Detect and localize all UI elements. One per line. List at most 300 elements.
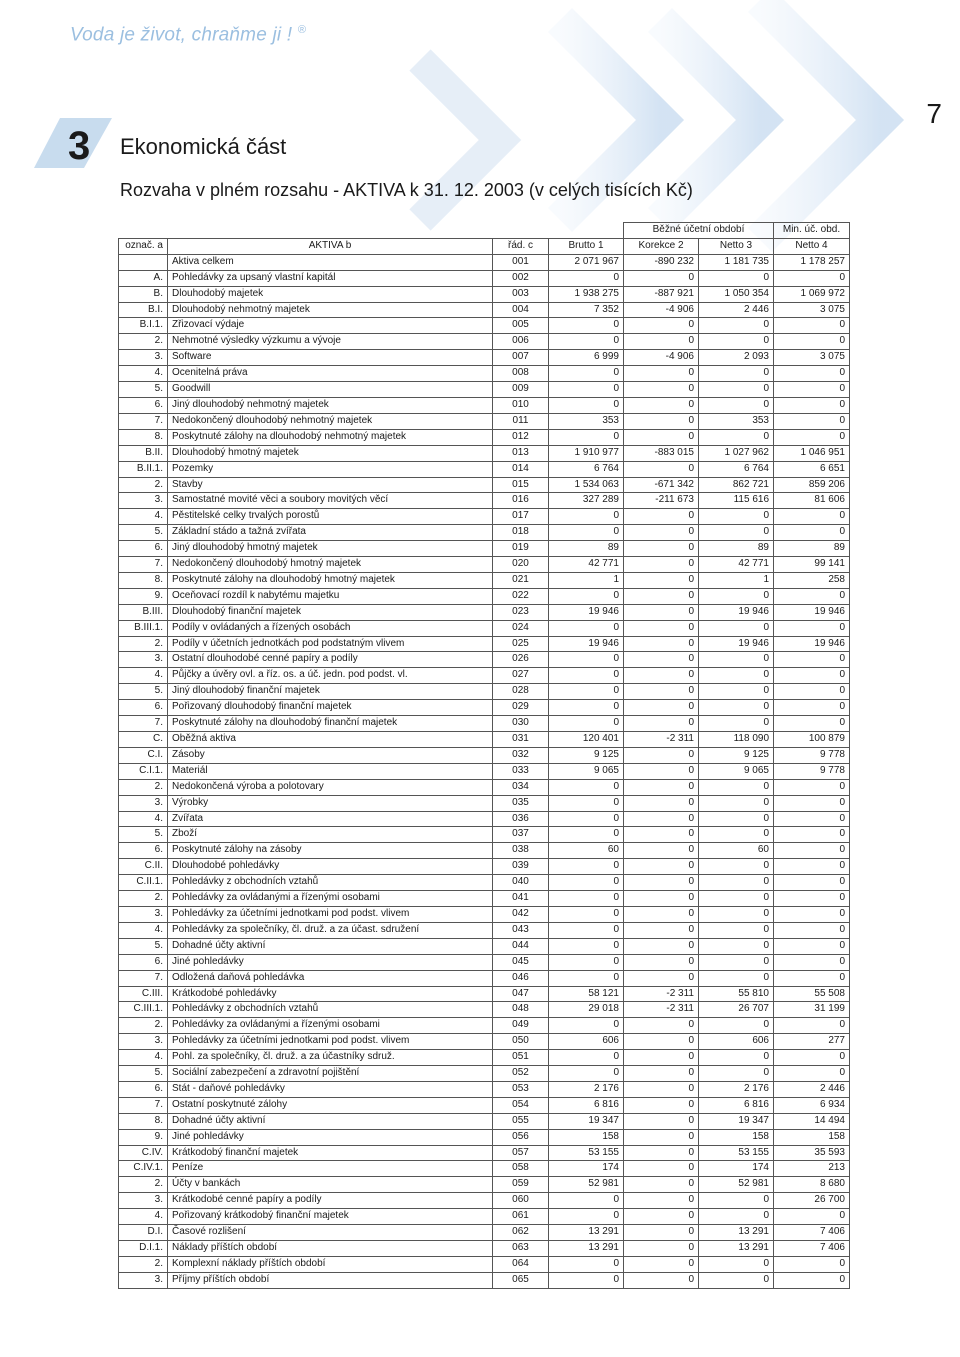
row-netto: 0 [699, 1209, 774, 1225]
table-row [119, 270, 850, 286]
row-netto-prev: 26 700 [774, 1193, 850, 1209]
row-netto-prev: 81 606 [774, 493, 850, 509]
row-name: Pěstitelské celky trvalých porostů [168, 509, 493, 525]
row-korekce: 0 [624, 557, 699, 573]
row-netto-prev: 0 [774, 334, 850, 350]
row-korekce: 0 [624, 779, 699, 795]
row-rad: 028 [493, 684, 549, 700]
row-brutto: 0 [549, 366, 624, 382]
row-korekce: 0 [624, 747, 699, 763]
row-brutto: 6 999 [549, 350, 624, 366]
row-korekce: 0 [624, 970, 699, 986]
row-brutto: 0 [549, 811, 624, 827]
row-korekce: 0 [624, 1241, 699, 1257]
row-name: Samostatné movité věci a soubory movitých věcí [168, 493, 493, 509]
row-oznac: 3. [119, 795, 168, 811]
row-brutto: 1 534 063 [549, 477, 624, 493]
row-netto-prev: 258 [774, 572, 850, 588]
row-korekce: 0 [624, 1193, 699, 1209]
table-row [119, 254, 850, 270]
row-rad: 015 [493, 477, 549, 493]
row-oznac: B. [119, 286, 168, 302]
row-rad: 065 [493, 1272, 549, 1288]
table-row [119, 429, 850, 445]
table-row [119, 334, 850, 350]
row-oznac: 4. [119, 1209, 168, 1225]
row-netto-prev: 55 508 [774, 986, 850, 1002]
row-netto: 6 816 [699, 1097, 774, 1113]
table-row [119, 652, 850, 668]
row-netto: 1 027 962 [699, 445, 774, 461]
table-row [119, 1193, 850, 1209]
row-name: Sociální zabezpečení a zdravotní pojištění [168, 1066, 493, 1082]
row-netto: 0 [699, 1272, 774, 1288]
row-korekce: 0 [624, 413, 699, 429]
header-netto-prev: Netto 4 [774, 238, 850, 254]
row-netto: 0 [699, 970, 774, 986]
row-rad: 027 [493, 668, 549, 684]
row-rad: 013 [493, 445, 549, 461]
row-netto-prev: 0 [774, 382, 850, 398]
row-rad: 044 [493, 938, 549, 954]
row-netto-prev: 0 [774, 891, 850, 907]
table-row [119, 366, 850, 382]
row-korekce: 0 [624, 1177, 699, 1193]
table-row [119, 1002, 850, 1018]
row-netto-prev: 0 [774, 668, 850, 684]
row-oznac: A. [119, 270, 168, 286]
row-netto-prev: 99 141 [774, 557, 850, 573]
table-row [119, 970, 850, 986]
row-rad: 016 [493, 493, 549, 509]
row-brutto: 29 018 [549, 1002, 624, 1018]
row-brutto: 0 [549, 382, 624, 398]
row-korekce: 0 [624, 509, 699, 525]
row-oznac: 7. [119, 716, 168, 732]
row-name: Pohledávky za upsaný vlastní kapitál [168, 270, 493, 286]
table-row [119, 716, 850, 732]
row-name: Oběžná aktiva [168, 732, 493, 748]
row-oznac: D.I.1. [119, 1241, 168, 1257]
row-name: Pohledávky z obchodních vztahů [168, 875, 493, 891]
row-name: Nedokončená výroba a polotovary [168, 779, 493, 795]
row-netto-prev: 31 199 [774, 1002, 850, 1018]
row-netto: 0 [699, 859, 774, 875]
row-korekce: 0 [624, 1161, 699, 1177]
row-rad: 059 [493, 1177, 549, 1193]
row-brutto: 0 [549, 588, 624, 604]
row-name: Poskytnuté zálohy na zásoby [168, 843, 493, 859]
row-netto-prev: 6 934 [774, 1097, 850, 1113]
row-netto: 52 981 [699, 1177, 774, 1193]
row-name: Jiné pohledávky [168, 1129, 493, 1145]
header-rad: řád. c [493, 238, 549, 254]
table-row [119, 922, 850, 938]
table-row [119, 954, 850, 970]
row-netto-prev: 0 [774, 779, 850, 795]
table-row [119, 302, 850, 318]
header-oznac: označ. a [119, 238, 168, 254]
row-rad: 026 [493, 652, 549, 668]
row-korekce: 0 [624, 588, 699, 604]
row-korekce: 0 [624, 1272, 699, 1288]
row-name: Dlouhodobé pohledávky [168, 859, 493, 875]
row-rad: 010 [493, 397, 549, 413]
row-rad: 023 [493, 604, 549, 620]
page-subtitle: Rozvaha v plném rozsahu - AKTIVA k 31. 12. 2003 (v celých tisících Kč) [120, 180, 693, 200]
row-korekce: 0 [624, 1256, 699, 1272]
table-row [119, 1256, 850, 1272]
row-netto-prev: 859 206 [774, 477, 850, 493]
row-oznac: 5. [119, 684, 168, 700]
row-name: Ostatní poskytnuté zálohy [168, 1097, 493, 1113]
row-name: Dlouhodobý hmotný majetek [168, 445, 493, 461]
row-korekce: 0 [624, 397, 699, 413]
table-row [119, 1177, 850, 1193]
row-rad: 053 [493, 1081, 549, 1097]
row-korekce: 0 [624, 270, 699, 286]
row-rad: 048 [493, 1002, 549, 1018]
row-rad: 052 [493, 1066, 549, 1082]
row-netto-prev: 35 593 [774, 1145, 850, 1161]
row-rad: 037 [493, 827, 549, 843]
row-netto: 0 [699, 811, 774, 827]
table-row [119, 684, 850, 700]
row-brutto: 52 981 [549, 1177, 624, 1193]
row-oznac: 3. [119, 493, 168, 509]
row-netto-prev: 1 069 972 [774, 286, 850, 302]
header-previous-period: Min. úč. obd. [774, 223, 850, 239]
row-brutto: 0 [549, 525, 624, 541]
table-row [119, 1050, 850, 1066]
row-oznac: C.IV.1. [119, 1161, 168, 1177]
row-netto-prev: 0 [774, 413, 850, 429]
row-name: Aktiva celkem [168, 254, 493, 270]
row-rad: 043 [493, 922, 549, 938]
row-korekce: 0 [624, 525, 699, 541]
header-row [119, 238, 850, 254]
row-name: Zboží [168, 827, 493, 843]
row-netto-prev: 0 [774, 906, 850, 922]
row-netto: 0 [699, 795, 774, 811]
row-korekce: 0 [624, 859, 699, 875]
table-row [119, 827, 850, 843]
row-netto: 0 [699, 652, 774, 668]
row-oznac: B.II. [119, 445, 168, 461]
row-netto: 2 446 [699, 302, 774, 318]
row-netto: 0 [699, 716, 774, 732]
row-korekce: -211 673 [624, 493, 699, 509]
row-netto: 0 [699, 1018, 774, 1034]
row-brutto: 0 [549, 620, 624, 636]
table-row [119, 891, 850, 907]
row-netto-prev: 213 [774, 1161, 850, 1177]
row-brutto: 2 071 967 [549, 254, 624, 270]
row-korekce: -2 311 [624, 986, 699, 1002]
row-rad: 031 [493, 732, 549, 748]
row-brutto: 0 [549, 891, 624, 907]
row-brutto: 0 [549, 1256, 624, 1272]
row-brutto: 0 [549, 906, 624, 922]
row-netto: 60 [699, 843, 774, 859]
row-oznac: 3. [119, 1193, 168, 1209]
row-brutto: 60 [549, 843, 624, 859]
row-brutto: 174 [549, 1161, 624, 1177]
row-netto-prev: 2 446 [774, 1081, 850, 1097]
row-korekce: 0 [624, 716, 699, 732]
row-brutto: 0 [549, 970, 624, 986]
table-row [119, 493, 850, 509]
row-oznac: C.III. [119, 986, 168, 1002]
row-brutto: 158 [549, 1129, 624, 1145]
row-netto: 0 [699, 620, 774, 636]
header-group-row [119, 223, 850, 239]
row-brutto: 9 125 [549, 747, 624, 763]
row-netto: 26 707 [699, 1002, 774, 1018]
row-netto-prev: 19 946 [774, 636, 850, 652]
row-netto: 2 176 [699, 1081, 774, 1097]
row-korekce: 0 [624, 1081, 699, 1097]
table-row [119, 1034, 850, 1050]
row-oznac: B.I.1. [119, 318, 168, 334]
row-rad: 019 [493, 541, 549, 557]
balance-sheet-table [118, 222, 850, 1289]
table-row [119, 906, 850, 922]
row-name: Dlouhodobý nehmotný majetek [168, 302, 493, 318]
row-korekce: 0 [624, 795, 699, 811]
row-korekce: 0 [624, 604, 699, 620]
row-brutto: 0 [549, 652, 624, 668]
row-netto: 0 [699, 922, 774, 938]
row-oznac: 2. [119, 779, 168, 795]
row-netto: 115 616 [699, 493, 774, 509]
row-netto-prev: 0 [774, 1256, 850, 1272]
row-netto: 0 [699, 525, 774, 541]
row-netto: 13 291 [699, 1241, 774, 1257]
row-korekce: -2 311 [624, 1002, 699, 1018]
row-netto-prev: 0 [774, 366, 850, 382]
row-oznac: B.II.1. [119, 461, 168, 477]
row-name: Goodwill [168, 382, 493, 398]
row-rad: 035 [493, 795, 549, 811]
row-name: Dohadné účty aktivní [168, 1113, 493, 1129]
row-rad: 038 [493, 843, 549, 859]
row-brutto: 0 [549, 684, 624, 700]
row-name: Komplexní náklady příštích období [168, 1256, 493, 1272]
row-name: Náklady příštích období [168, 1241, 493, 1257]
row-netto: 0 [699, 382, 774, 398]
row-netto-prev: 7 406 [774, 1241, 850, 1257]
row-netto-prev: 0 [774, 588, 850, 604]
table-row [119, 811, 850, 827]
row-korekce: 0 [624, 1034, 699, 1050]
row-oznac: 3. [119, 1034, 168, 1050]
row-korekce: 0 [624, 843, 699, 859]
row-netto: 0 [699, 700, 774, 716]
row-korekce: 0 [624, 334, 699, 350]
row-name: Pohledávky za společníky, čl. druž. a za účast. sdružení [168, 922, 493, 938]
row-netto-prev: 0 [774, 700, 850, 716]
row-netto: 0 [699, 318, 774, 334]
table-row [119, 732, 850, 748]
row-korekce: -890 232 [624, 254, 699, 270]
row-korekce: 0 [624, 382, 699, 398]
row-brutto: 0 [549, 1018, 624, 1034]
row-netto-prev: 89 [774, 541, 850, 557]
row-netto: 19 946 [699, 636, 774, 652]
table-row [119, 620, 850, 636]
row-netto-prev: 0 [774, 525, 850, 541]
row-rad: 056 [493, 1129, 549, 1145]
row-rad: 058 [493, 1161, 549, 1177]
row-name: Krátkodobý finanční majetek [168, 1145, 493, 1161]
row-brutto: 327 289 [549, 493, 624, 509]
table-row [119, 604, 850, 620]
row-oznac: 3. [119, 1272, 168, 1288]
row-netto-prev: 9 778 [774, 763, 850, 779]
row-name: Pořizovaný dlouhodobý finanční majetek [168, 700, 493, 716]
row-rad: 008 [493, 366, 549, 382]
row-rad: 034 [493, 779, 549, 795]
row-brutto: 13 291 [549, 1241, 624, 1257]
row-rad: 012 [493, 429, 549, 445]
row-netto-prev: 0 [774, 1066, 850, 1082]
row-netto: 0 [699, 668, 774, 684]
row-brutto: 7 352 [549, 302, 624, 318]
row-netto-prev: 0 [774, 938, 850, 954]
row-name: Účty v bankách [168, 1177, 493, 1193]
row-oznac: 4. [119, 366, 168, 382]
row-rad: 002 [493, 270, 549, 286]
row-netto-prev: 100 879 [774, 732, 850, 748]
table-row [119, 588, 850, 604]
row-rad: 049 [493, 1018, 549, 1034]
row-netto-prev: 0 [774, 429, 850, 445]
row-rad: 021 [493, 572, 549, 588]
row-name: Pohledávky za účetními jednotkami pod podst. vlivem [168, 1034, 493, 1050]
row-oznac: 4. [119, 668, 168, 684]
row-oznac: 2. [119, 1018, 168, 1034]
row-korekce: 0 [624, 875, 699, 891]
row-korekce: 0 [624, 620, 699, 636]
row-brutto: 1 938 275 [549, 286, 624, 302]
row-korekce: 0 [624, 1209, 699, 1225]
row-name: Peníze [168, 1161, 493, 1177]
row-rad: 046 [493, 970, 549, 986]
row-name: Zřizovací výdaje [168, 318, 493, 334]
row-oznac: C. [119, 732, 168, 748]
row-oznac: 7. [119, 1097, 168, 1113]
row-name: Poskytnuté zálohy na dlouhodobý hmotný majetek [168, 572, 493, 588]
row-oznac: 7. [119, 413, 168, 429]
row-brutto: 2 176 [549, 1081, 624, 1097]
row-korekce: 0 [624, 366, 699, 382]
row-name: Časové rozlišení [168, 1225, 493, 1241]
header-current-period: Běžné účetní období [624, 223, 774, 239]
row-netto-prev: 0 [774, 652, 850, 668]
table-row [119, 350, 850, 366]
row-netto-prev: 0 [774, 922, 850, 938]
section-number: 3 [68, 124, 91, 168]
row-brutto: 0 [549, 668, 624, 684]
row-netto: 0 [699, 397, 774, 413]
row-netto: 0 [699, 1050, 774, 1066]
row-brutto: 0 [549, 779, 624, 795]
row-korekce: 0 [624, 1145, 699, 1161]
row-brutto: 0 [549, 1066, 624, 1082]
row-netto-prev: 0 [774, 795, 850, 811]
table-row [119, 382, 850, 398]
row-netto-prev: 0 [774, 811, 850, 827]
row-oznac: 7. [119, 557, 168, 573]
row-netto-prev: 0 [774, 397, 850, 413]
row-name: Stát - daňové pohledávky [168, 1081, 493, 1097]
row-oznac: 6. [119, 541, 168, 557]
row-name: Stavby [168, 477, 493, 493]
table-row [119, 1241, 850, 1257]
row-name: Ostatní dlouhodobé cenné papíry a podíly [168, 652, 493, 668]
row-oznac: C.II. [119, 859, 168, 875]
row-netto-prev: 3 075 [774, 350, 850, 366]
row-name: Poskytnuté zálohy na dlouhodobý finanční majetek [168, 716, 493, 732]
row-netto-prev: 14 494 [774, 1113, 850, 1129]
row-oznac: 4. [119, 922, 168, 938]
header-netto: Netto 3 [699, 238, 774, 254]
row-brutto: 0 [549, 827, 624, 843]
row-name: Pozemky [168, 461, 493, 477]
row-rad: 001 [493, 254, 549, 270]
row-rad: 004 [493, 302, 549, 318]
row-name: Zásoby [168, 747, 493, 763]
row-name: Oceňovací rozdíl k nabytému majetku [168, 588, 493, 604]
row-name: Ocenitelná práva [168, 366, 493, 382]
row-brutto: 0 [549, 875, 624, 891]
row-name: Jiný dlouhodobý hmotný majetek [168, 541, 493, 557]
row-netto: 0 [699, 1066, 774, 1082]
row-oznac: 8. [119, 429, 168, 445]
row-brutto: 0 [549, 318, 624, 334]
row-brutto: 0 [549, 922, 624, 938]
row-netto: 862 721 [699, 477, 774, 493]
row-korekce: 0 [624, 541, 699, 557]
table-row [119, 986, 850, 1002]
table-row [119, 795, 850, 811]
row-oznac [119, 254, 168, 270]
row-netto: 0 [699, 588, 774, 604]
table-row [119, 1113, 850, 1129]
row-brutto: 6 764 [549, 461, 624, 477]
row-netto: 19 347 [699, 1113, 774, 1129]
row-netto: 2 093 [699, 350, 774, 366]
row-rad: 032 [493, 747, 549, 763]
row-netto: 0 [699, 954, 774, 970]
row-brutto: 0 [549, 700, 624, 716]
row-netto-prev: 7 406 [774, 1225, 850, 1241]
row-rad: 018 [493, 525, 549, 541]
table-row [119, 938, 850, 954]
row-netto-prev: 0 [774, 954, 850, 970]
table-row [119, 1129, 850, 1145]
row-oznac: C.IV. [119, 1145, 168, 1161]
row-netto: 0 [699, 1193, 774, 1209]
row-netto: 53 155 [699, 1145, 774, 1161]
row-brutto: 19 946 [549, 636, 624, 652]
row-rad: 020 [493, 557, 549, 573]
row-oznac: 5. [119, 525, 168, 541]
row-brutto: 0 [549, 795, 624, 811]
row-brutto: 0 [549, 270, 624, 286]
row-netto: 0 [699, 334, 774, 350]
